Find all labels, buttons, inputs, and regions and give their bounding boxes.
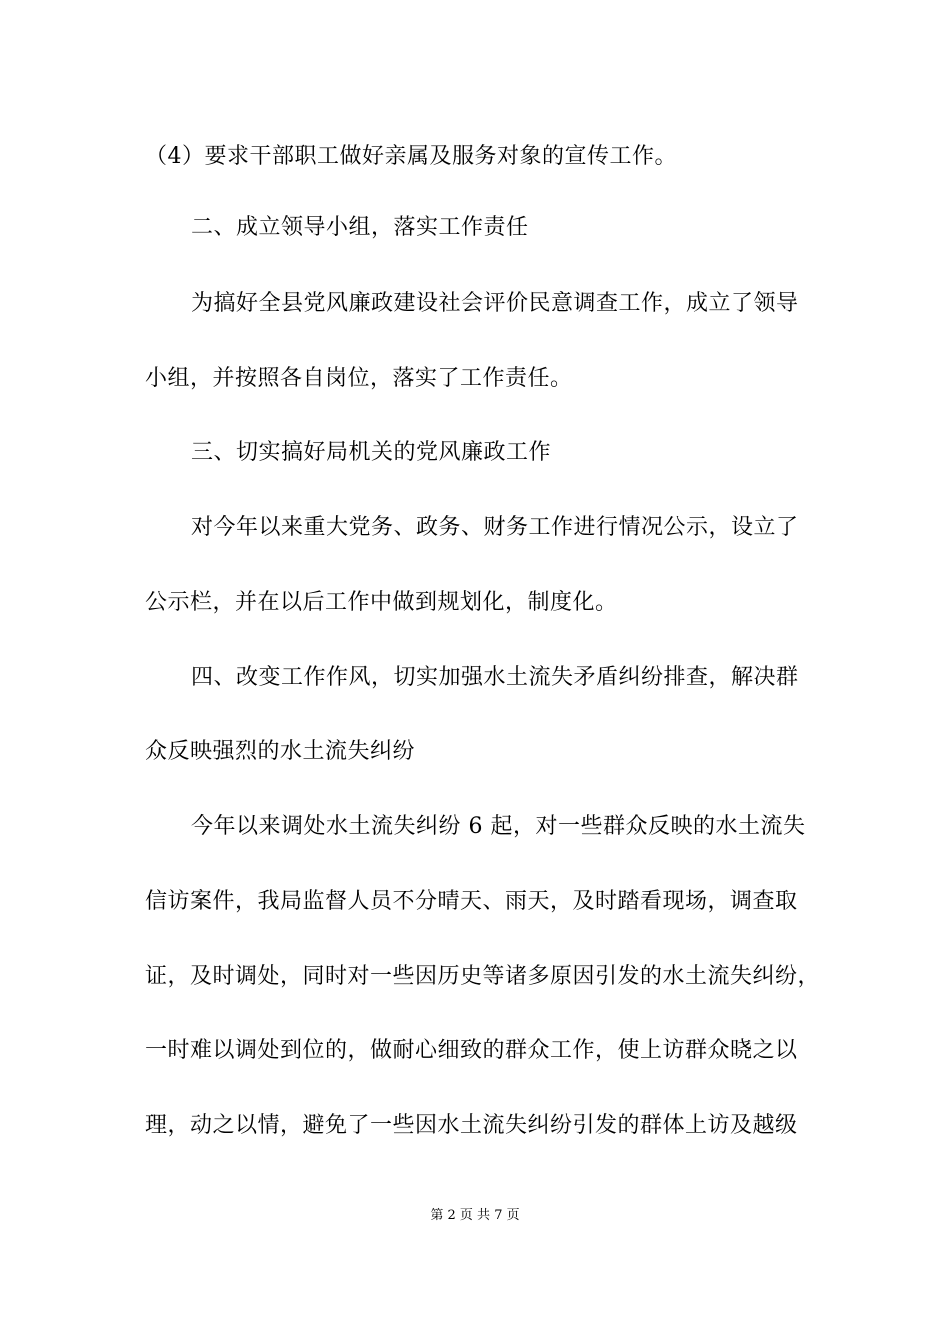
text-line: 小组，并按照各自岗位，落实了工作责任。 (145, 366, 573, 391)
text-line: 一时难以调处到位的，做耐心细致的群众工作，使上访群众晓之以 (145, 1038, 798, 1063)
text-line: （4）要求干部职工做好亲属及服务对象的宣传工作。 (145, 144, 677, 169)
text-line: 今年以来调处水土流失纠纷 6 起，对一些群众反映的水土流失 (191, 814, 806, 839)
text-line: 信访案件，我局监督人员不分晴天、雨天，及时踏看现场，调查取 (145, 889, 798, 914)
text-line: 公示栏，并在以后工作中做到规划化，制度化。 (145, 590, 618, 615)
text-line: 为搞好全县党风廉政建设社会评价民意调查工作，成立了领导 (191, 291, 799, 316)
section-heading: 四、改变工作作风，切实加强水土流失矛盾纠纷排查，解决群 (191, 665, 799, 690)
text-line: 理，动之以情，避免了一些因水土流失纠纷引发的群体上访及越级 (145, 1113, 798, 1138)
page-number-footer: 第 2 页 共 7 页 (430, 1208, 520, 1223)
section-heading: 二、成立领导小组，落实工作责任 (191, 215, 529, 240)
text-line: 证，及时调处，同时对一些因历史等诸多原因引发的水土流失纠纷， (145, 964, 821, 989)
text-line: 对今年以来重大党务、政务、财务工作进行情况公示，设立了 (191, 515, 799, 540)
section-heading-continued: 众反映强烈的水土流失纠纷 (145, 739, 416, 764)
section-heading: 三、切实搞好局机关的党风廉政工作 (191, 440, 552, 465)
